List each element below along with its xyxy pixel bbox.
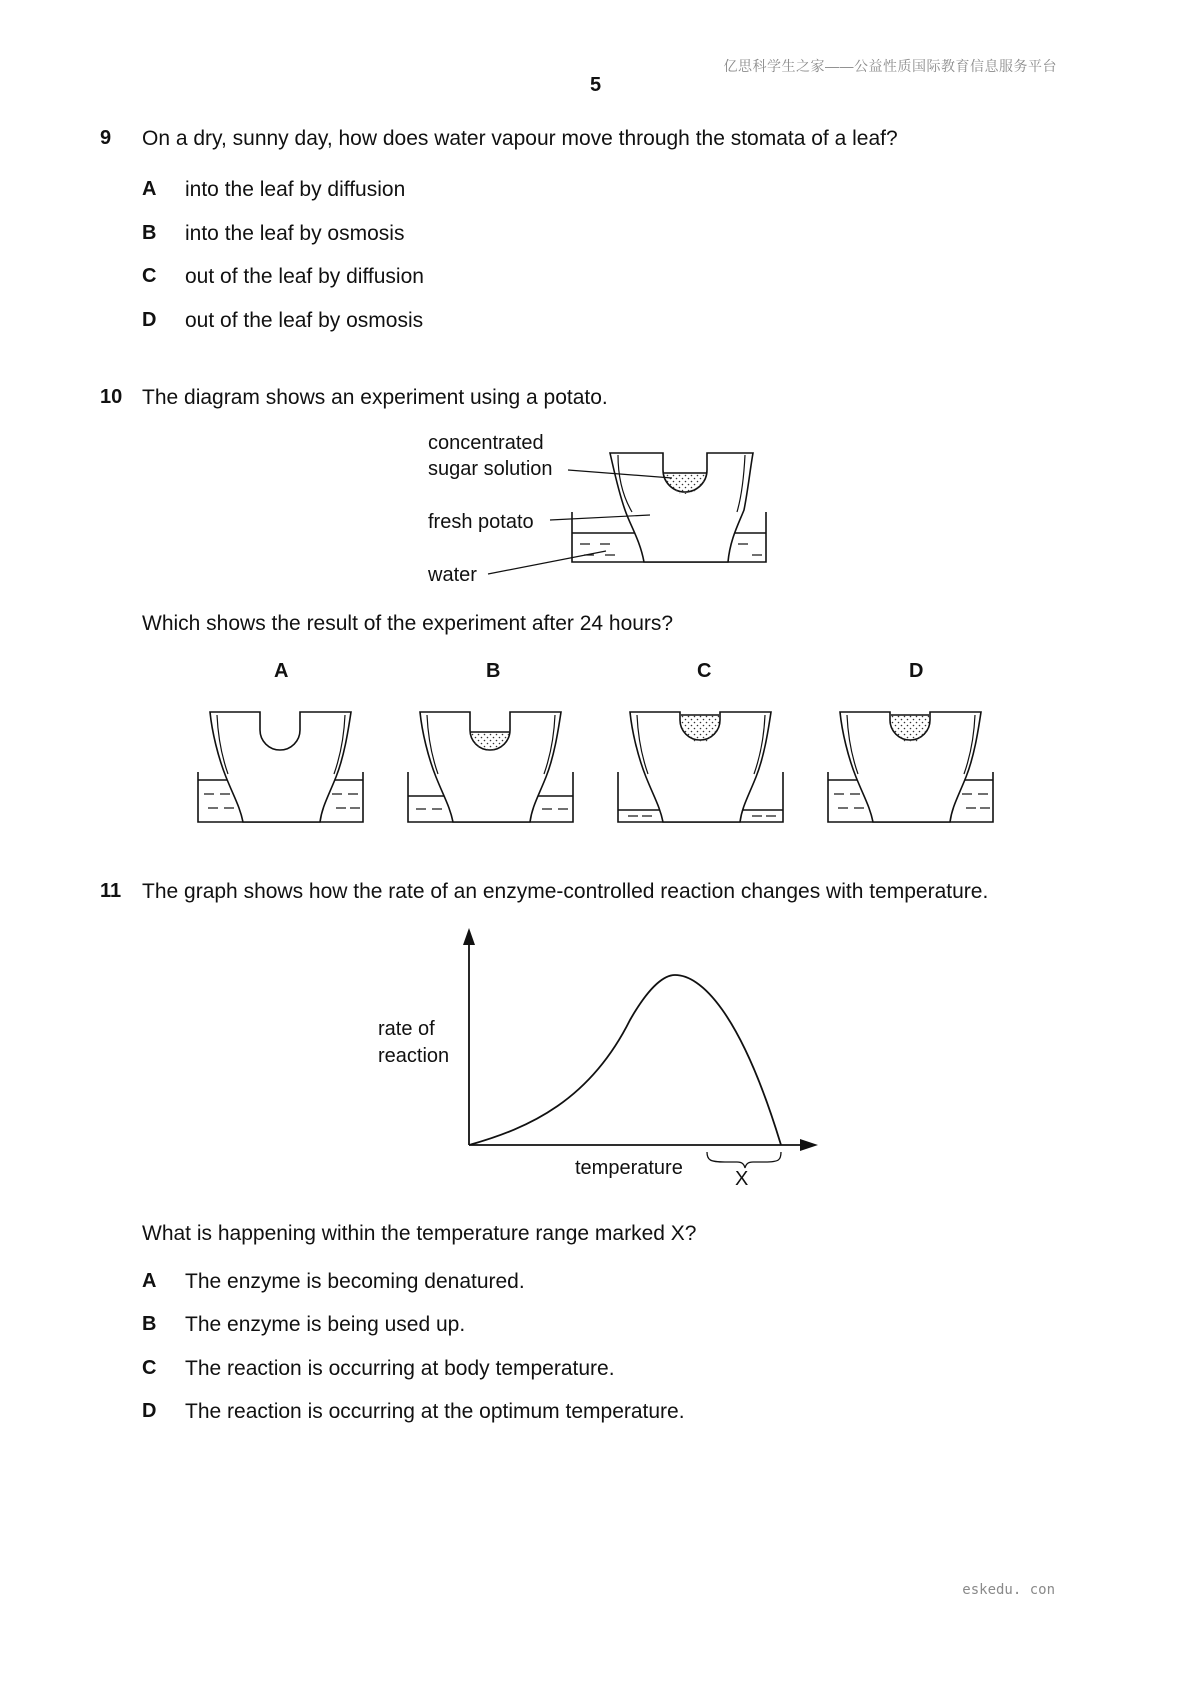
page-number: 5 bbox=[590, 74, 602, 96]
choice-d-label: D bbox=[909, 660, 924, 682]
water-left bbox=[572, 533, 639, 562]
watermark-text: 亿思科学生之家——公益性质国际教育信息服务平台 bbox=[723, 58, 1057, 74]
q11-option-d-text: The reaction is occurring at the optimum temperature. bbox=[185, 1400, 685, 1423]
q11-option-b-text: The enzyme is being used up. bbox=[185, 1313, 466, 1336]
footer-site: eskedu. con bbox=[962, 1582, 1055, 1598]
question-11-text: The graph shows how the rate of an enzyme-controlled reaction changes with temperature. bbox=[142, 880, 989, 903]
graph-ylabel-line2: reaction bbox=[378, 1045, 450, 1067]
setup-diagram bbox=[488, 453, 766, 574]
choice-c-label: C bbox=[697, 660, 712, 682]
x-range-brace bbox=[707, 1152, 781, 1168]
question-10-number: 10 bbox=[100, 386, 123, 408]
q9-option-a-letter: A bbox=[142, 178, 157, 200]
q9-option-b-text: into the leaf by osmosis bbox=[185, 222, 405, 245]
enzyme-rate-graph bbox=[463, 928, 818, 1168]
choice-a-label: A bbox=[274, 660, 289, 682]
option-diagram-b bbox=[408, 712, 573, 822]
q9-option-c-letter: C bbox=[142, 265, 157, 287]
question-11-prompt: What is happening within the temperature range marked X? bbox=[142, 1222, 697, 1245]
q9-option-b-letter: B bbox=[142, 222, 157, 244]
label-concentrated: concentrated bbox=[428, 432, 544, 454]
label-fresh-potato: fresh potato bbox=[428, 511, 534, 533]
q9-option-a-text: into the leaf by diffusion bbox=[185, 178, 406, 201]
question-9-number: 9 bbox=[100, 127, 112, 149]
option-diagram-d bbox=[828, 712, 993, 822]
label-water: water bbox=[428, 564, 477, 586]
question-10-prompt: Which shows the result of the experiment after 24 hours? bbox=[142, 612, 674, 635]
y-axis-arrow bbox=[463, 928, 475, 945]
choice-b-label: B bbox=[486, 660, 501, 682]
q9-option-d-text: out of the leaf by osmosis bbox=[185, 309, 424, 332]
x-axis-arrow bbox=[800, 1139, 818, 1151]
q9-option-d-letter: D bbox=[142, 309, 157, 331]
question-10-text: The diagram shows an experiment using a potato. bbox=[142, 386, 608, 409]
q11-option-b-letter: B bbox=[142, 1313, 157, 1335]
q11-option-a-letter: A bbox=[142, 1270, 157, 1292]
q11-option-a-text: The enzyme is becoming denatured. bbox=[185, 1270, 525, 1293]
question-11-number: 11 bbox=[100, 880, 122, 902]
q11-option-c-text: The reaction is occurring at body temperature. bbox=[185, 1357, 615, 1380]
question-9-text: On a dry, sunny day, how does water vapour move through the stomata of a leaf? bbox=[142, 127, 898, 150]
graph-range-label: X bbox=[735, 1168, 749, 1190]
graph-xlabel: temperature bbox=[575, 1157, 683, 1179]
option-diagram-c bbox=[618, 712, 783, 822]
q9-option-c-text: out of the leaf by diffusion bbox=[185, 265, 424, 288]
rate-curve bbox=[469, 975, 781, 1145]
graph-ylabel-line1: rate of bbox=[378, 1018, 435, 1040]
q11-option-c-letter: C bbox=[142, 1357, 157, 1379]
label-sugar-solution: sugar solution bbox=[428, 458, 553, 480]
q11-option-d-letter: D bbox=[142, 1400, 157, 1422]
option-diagram-a bbox=[198, 712, 363, 822]
